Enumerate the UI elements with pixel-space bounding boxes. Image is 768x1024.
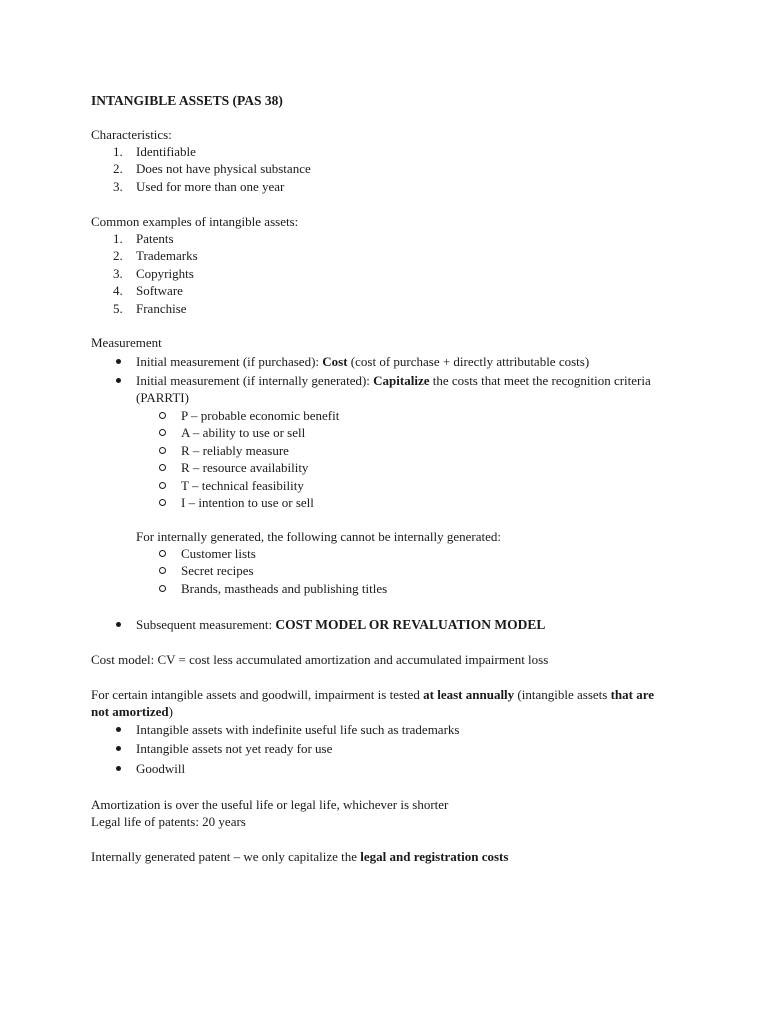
impairment-text: For certain intangible assets and goodwill, impairment is tested at least annually (intangible assets that are not amortized): [91, 687, 655, 720]
examples-heading: Common examples of intangible assets:: [91, 214, 299, 229]
list-item: 1. Identifiable: [113, 144, 196, 159]
list-item: Intangible assets with indefinite useful life such as trademarks: [91, 721, 688, 738]
list-item: R – resource availability: [91, 459, 688, 476]
cannot-list: [91, 545, 688, 597]
legal-life-text: Legal life of patents: 20 years: [91, 814, 246, 829]
subsequent-list: [91, 616, 688, 633]
document-title: INTANGIBLE ASSETS (PAS 38): [91, 93, 283, 108]
parrti-label: (PARRTI): [136, 390, 189, 405]
list-item: Initial measurement (if purchased): Cost (cost of purchase + directly attributable costs): [91, 353, 688, 370]
cost-model-text: Cost model: CV = cost less accumulated amortization and accumulated impairment loss: [91, 652, 549, 667]
measurement-heading: Measurement: [91, 335, 162, 350]
examples-list: [91, 230, 688, 317]
characteristics-list: [91, 143, 688, 195]
list-item: 5. Franchise: [113, 300, 187, 316]
list-item: Brands, mastheads and publishing titles: [91, 580, 688, 597]
list-item: 4. Software: [113, 283, 183, 299]
list-item: T – technical feasibility: [91, 477, 688, 494]
list-item: 3. Used for more than one year: [113, 178, 285, 194]
cannot-heading: For internally generated, the following cannot be internally generated:: [136, 529, 501, 544]
characteristics-heading: Characteristics:: [91, 127, 172, 142]
list-item: Goodwill: [91, 760, 688, 777]
impairment-list: [91, 721, 688, 777]
patent-text: Internally generated patent – we only capitalize the legal and registration costs: [91, 849, 509, 864]
list-item: Secret recipes: [91, 562, 688, 579]
measurement-list: [91, 353, 688, 390]
list-item: 2. Does not have physical substance: [113, 161, 311, 177]
list-item: Initial measurement (if internally generated): Capitalize the costs that meet the recognition criteria: [91, 372, 688, 389]
list-item: 3. Copyrights: [113, 265, 194, 281]
list-item: A – ability to use or sell: [91, 424, 688, 441]
list-item: P – probable economic benefit: [91, 407, 688, 424]
list-item: Customer lists: [91, 545, 688, 562]
list-item: Intangible assets not yet ready for use: [91, 740, 688, 757]
list-item: R – reliably measure: [91, 442, 688, 459]
list-item: Subsequent measurement: COST MODEL OR REVALUATION MODEL: [91, 616, 688, 633]
parrti-list: [91, 407, 688, 511]
list-item: I – intention to use or sell: [91, 494, 688, 511]
list-item: 2. Trademarks: [113, 248, 198, 264]
amortization-text: Amortization is over the useful life or legal life, whichever is shorter: [91, 797, 449, 812]
list-item: 1. Patents: [113, 231, 174, 246]
